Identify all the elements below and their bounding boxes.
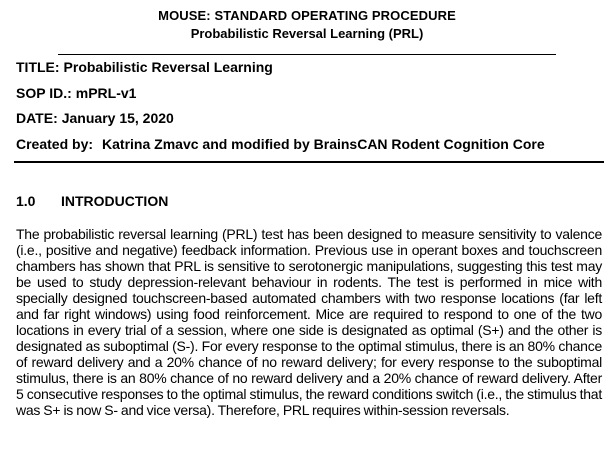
- meta-title-label: TITLE:: [16, 59, 60, 75]
- meta-divider: [14, 161, 604, 163]
- meta-date-value: January 15, 2020: [61, 110, 174, 126]
- meta-sop-label: SOP ID.:: [16, 85, 72, 101]
- section-number: 1.0: [16, 193, 36, 209]
- meta-title-value: Probabilistic Reversal Learning: [63, 59, 273, 75]
- header-divider: [58, 54, 556, 55]
- section-heading: [16, 193, 168, 209]
- meta-date-row: [16, 110, 174, 126]
- document-header-title: MOUSE: STANDARD OPERATING PROCEDURE: [158, 8, 456, 23]
- meta-date-label: DATE:: [16, 110, 58, 126]
- meta-created-value: Katrina Zmavc and modified by BrainsCAN Rodent Cognition Core: [102, 136, 545, 152]
- meta-sop-value: mPRL-v1: [75, 85, 137, 101]
- document-header-subtitle: Probabilistic Reversal Learning (PRL): [190, 26, 424, 41]
- meta-created-row: [16, 136, 545, 152]
- meta-title-row: [16, 59, 273, 75]
- meta-sop-row: [16, 85, 136, 101]
- section-body-paragraph: The probabilistic reversal learning (PRL) test has been designed to measure sensitivity to valence (i.e., positive and negative) feedback information. Previous use in operant boxes and touchscreen chambers has shown that PRL is sensitive to serotonergic manipulations, suggesting this test may be used to study depression-relevant behaviour in rodents. The test is performed in mice with specially designed touchscreen-based automated chambers with two response locations (far left and far right windows) using food reinforcement. Mice are required to respond to one of the two locations in every trial of a session, where one side is designated as optimal (S+) and the other is designated as suboptimal (S-). For every response to the optimal stimulus, there is an 80% chance of reward delivery and a 20% chance of no reward delivery; for every response to the suboptimal stimulus, there is an 80% chance of no reward delivery and a 20% chance of reward delivery. After 5 consecutive responses to the optimal stimulus, the reward conditions switch (i.e., the stimulus that was S+ is now S- and vice versa). Therefore, PRL requires within-session reversals.: [16, 226, 602, 418]
- meta-created-label: Created by:: [16, 136, 94, 152]
- section-title: INTRODUCTION: [61, 193, 169, 209]
